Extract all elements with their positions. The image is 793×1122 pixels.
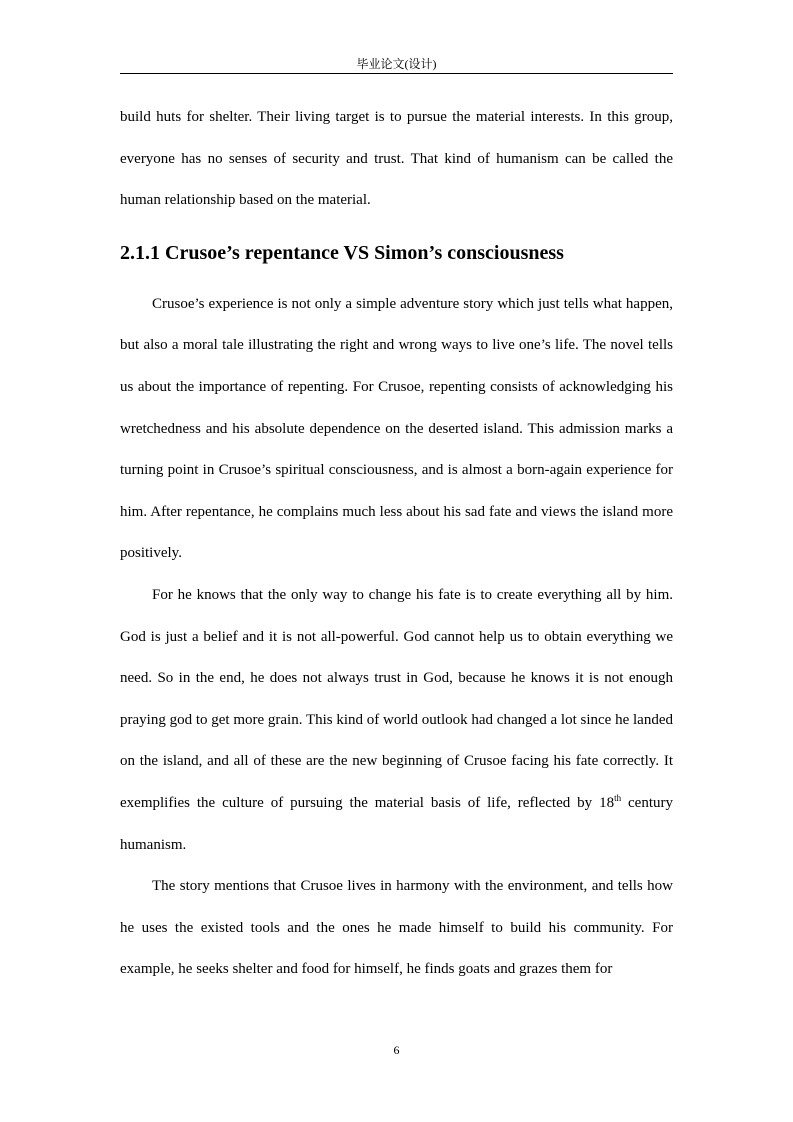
running-header: 毕业论文(设计) [356,57,437,71]
paragraph-repentance: Crusoe’s experience is not only a simple adventure story which just tells what happen, but also a moral tale illustrating the right and wrong ways to live one’s life. The novel tells us about the importance of repenting. For Crusoe, repenting consists of acknowledging his wretchedness and his absolute dependence on the deserted island. This admission marks a turning point in Crusoe’s spiritual consciousness, and is almost a born-again experience for him. After repentance, he complains much less about his sad fate and views the island more positively. [120,295,673,562]
page-number: 6 [393,1043,400,1057]
ordinal-superscript: th [614,792,622,803]
section-heading: 2.1.1 Crusoe’s repentance VS Simon’s consciousness [120,241,564,264]
paragraph-fate-tail: century humanism. [120,794,674,853]
paragraph-continued: build huts for shelter. Their living target is to pursue the material interests. In this group, everyone has no senses of security and trust. That kind of humanism can be called the human relationship based on the material. [120,109,673,209]
header-rule [120,73,673,74]
paragraph-fate [120,575,673,866]
document-body [120,97,673,991]
paragraph-harmony: The story mentions that Crusoe lives in harmony with the environment, and tells how he uses the existed tools and the ones he made himself to build his community. For example, he seeks shelter and food for himself, he finds goats and grazes them for [120,878,673,978]
paragraph-fate-main: For he knows that the only way to change his fate is to create everything all by him. God is just a belief and it is not all-powerful. God cannot help us to obtain everything we need. So in the end, he does not always trust in God, because he knows it is not enough praying god to get more grain. This kind of world outlook had changed a lot since he landed on the island, and all of these are the new beginning of Crusoe facing his fate correctly. It exemplifies the culture of pursuing the material basis of life, reflected by 18 [120,586,673,811]
